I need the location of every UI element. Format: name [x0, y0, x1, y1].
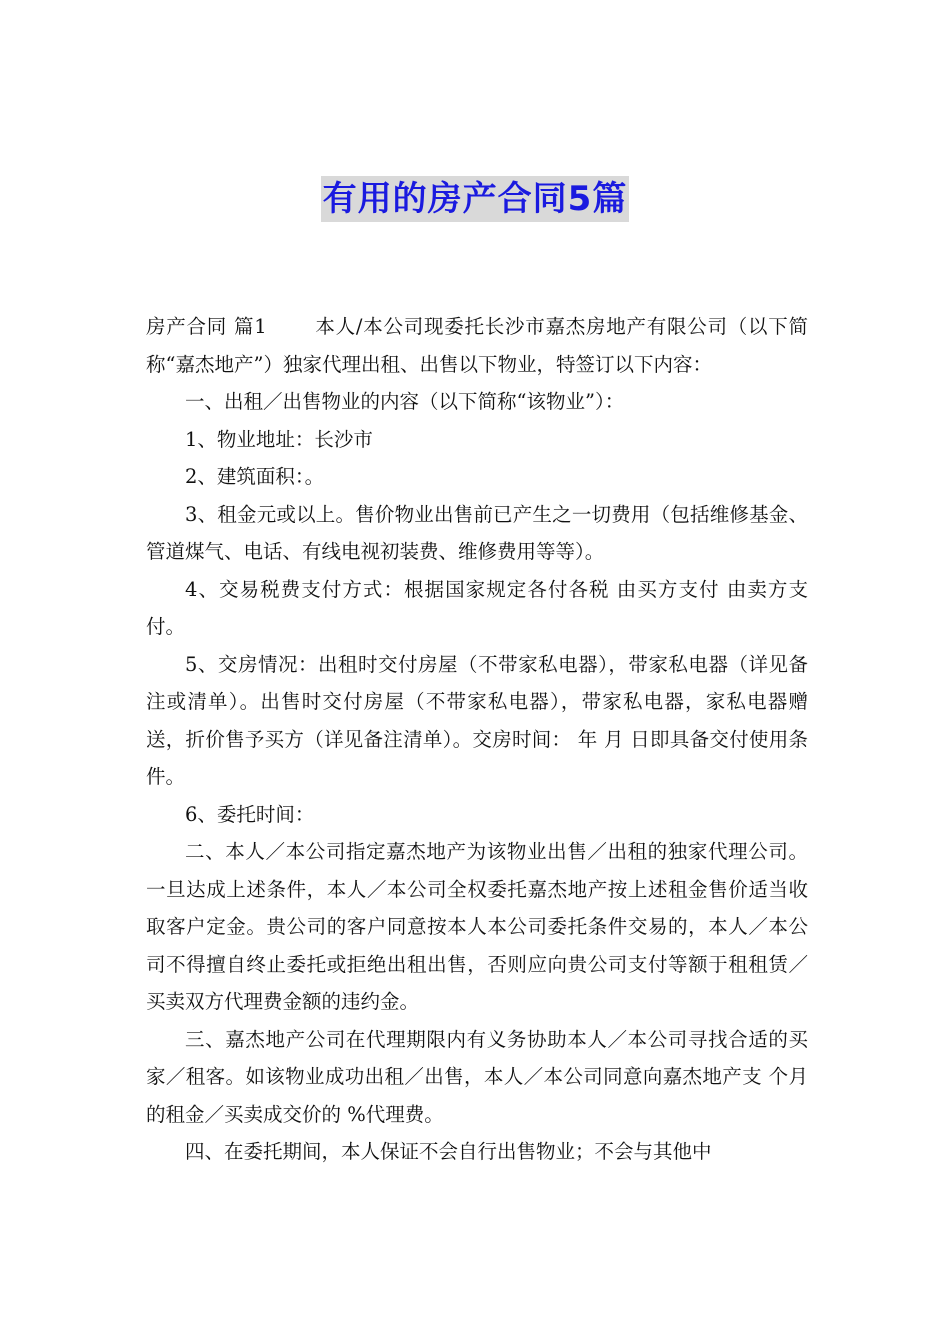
paragraph-intro — [146, 308, 808, 383]
paragraph-7: 6、委托时间： — [185, 802, 315, 826]
title-container — [0, 176, 950, 222]
intro-text: 本人/本公司现委托长沙市嘉杰房地产有限公司（以下简称“嘉杰地产”）独家代理出租、出售以下物业，特签订以下内容： — [146, 315, 808, 376]
paragraph-10: 四、在委托期间，本人保证不会自行出售物业；不会与其他中 — [185, 1140, 712, 1163]
section-heading: 房产合同 篇1 — [146, 315, 267, 338]
paragraph-5: 4、交易税费支付方式：根据国家规定各付各税 由买方支付 由卖方支付。 — [146, 577, 808, 638]
paragraph-4: 3、租金元或以上。售价物业出售前已产生之一切费用（包括维修基金、管道煤气、电话、有线电视初装费、维修费用等等）。 — [146, 502, 808, 563]
paragraph-9: 三、嘉杰地产公司在代理期限内有义务协助本人／本公司寻找合适的买家／租客。如该物业成功出租／出售，本人／本公司同意向嘉杰地产支 个月的租金／买卖成交价的 %代理费。 — [146, 1027, 808, 1126]
paragraph-3: 2、建筑面积：。 — [185, 465, 325, 488]
paragraph-1: 一、出租／出售物业的内容（以下简称“该物业”）： — [185, 390, 625, 413]
paragraph-2: 1、物业地址：长沙市 — [185, 427, 373, 451]
paragraph-6: 5、交房情况：出租时交付房屋（不带家私电器），带家私电器（详见备注或清单）。出售时交付房屋（不带家私电器），带家私电器，家私电器赠送，折价售予买方（详见备注清单）。交房时间： 年 月 日即具备交付使用条件。 — [146, 652, 808, 788]
document-title: 有用的房产合同5篇 — [321, 176, 630, 222]
paragraph-8: 二、本人／本公司指定嘉杰地产为该物业出售／出租的独家代理公司。一旦达成上述条件，本人／本公司全权委托嘉杰地产按上述租金售价适当收取客户定金。贵公司的客户同意按本人本公司委托条件交易的，本人／本公司不得擅自终止委托或拒绝出租出售，否则应向贵公司支付等额于租租赁／买卖双方代理费金额的违约金。 — [146, 840, 808, 1013]
document-body — [146, 308, 808, 1171]
